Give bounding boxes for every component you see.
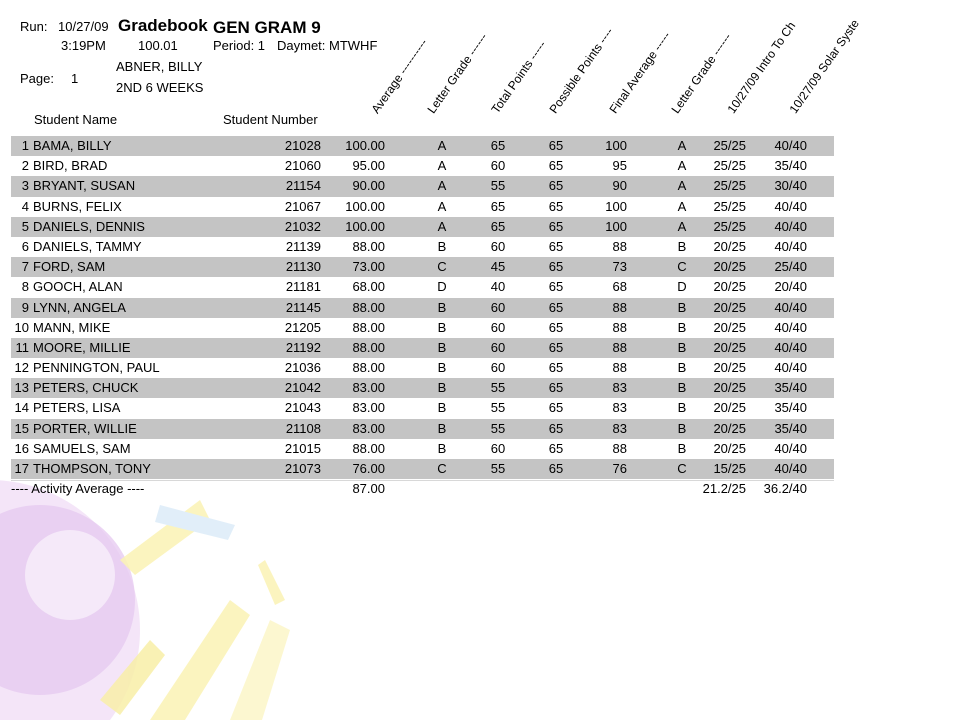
score-solar: 40/40 — [774, 198, 807, 214]
score-solar: 40/40 — [774, 138, 807, 153]
table-row — [11, 197, 834, 217]
letter-grade: A — [437, 198, 447, 214]
table-row — [11, 257, 834, 277]
total-points: 55 — [490, 420, 506, 436]
table-row — [11, 136, 834, 156]
header-total-points: Total Points ----- — [488, 38, 549, 116]
final-letter-grade: A — [677, 158, 687, 174]
table-row — [11, 176, 834, 196]
student-number: 21192 — [285, 339, 321, 355]
daymet: Daymet: MTWHF — [277, 38, 378, 53]
activity-average-value: 87.00 — [352, 481, 385, 496]
score-solar: 20/40 — [774, 279, 807, 295]
possible-points: 65 — [548, 420, 564, 436]
possible-points: 65 — [548, 319, 564, 335]
final-letter-grade: B — [677, 400, 687, 416]
final-average: 73 — [612, 259, 627, 275]
average: 95.00 — [352, 158, 385, 174]
row-number: 1 — [21, 138, 29, 153]
score-solar: 40/40 — [774, 218, 807, 234]
final-average: 83 — [612, 420, 627, 436]
student-number: 21181 — [285, 279, 321, 295]
score-intro: 15/25 — [713, 461, 746, 476]
row-number: 15 — [14, 420, 29, 436]
final-average: 88 — [612, 319, 627, 335]
student-number: 21042 — [284, 380, 321, 396]
course-title: GEN GRAM 9 — [213, 18, 321, 37]
table-row — [11, 237, 834, 257]
score-solar: 25/40 — [774, 259, 807, 275]
activity-average-intro: 21.2/25 — [702, 481, 746, 496]
student-number: 21036 — [284, 360, 321, 376]
score-solar: 35/40 — [774, 400, 807, 416]
score-intro: 20/25 — [713, 238, 746, 254]
term: 2ND 6 WEEKS — [116, 80, 204, 95]
final-letter-grade: D — [677, 279, 687, 295]
row-number: 11 — [15, 339, 29, 355]
average: 88.00 — [352, 360, 385, 376]
score-solar: 40/40 — [774, 299, 807, 315]
average: 88.00 — [352, 299, 385, 315]
final-average: 95 — [612, 158, 627, 174]
total-points: 55 — [490, 461, 506, 476]
student-name: FORD, SAM — [33, 259, 106, 275]
student-name: PORTER, WILLIE — [33, 420, 137, 436]
table-row — [11, 378, 834, 398]
possible-points: 65 — [548, 380, 564, 396]
total-points: 60 — [490, 440, 506, 456]
score-intro: 20/25 — [713, 279, 746, 295]
possible-points: 65 — [548, 400, 564, 416]
student-name: MANN, MIKE — [33, 319, 111, 335]
final-average: 88 — [612, 238, 627, 254]
student-name: PETERS, CHUCK — [33, 380, 139, 396]
score-intro: 20/25 — [713, 380, 746, 396]
average: 88.00 — [352, 440, 385, 456]
letter-grade: B — [437, 380, 447, 396]
report-title: Gradebook — [118, 16, 208, 35]
letter-grade: A — [437, 178, 447, 194]
total-points: 45 — [490, 259, 506, 275]
table-row — [11, 439, 834, 459]
score-intro: 25/25 — [713, 178, 746, 194]
activity-average-label: ---- Activity Average ---- — [11, 481, 145, 496]
row-number: 17 — [14, 461, 29, 476]
average: 90.00 — [352, 178, 385, 194]
final-letter-grade: B — [677, 360, 687, 376]
page-number: 1 — [71, 71, 79, 86]
total-points: 40 — [490, 279, 506, 295]
table-row — [11, 318, 834, 338]
row-number: 16 — [14, 440, 29, 456]
row-number: 10 — [14, 319, 29, 335]
student-name: PENNINGTON, PAUL — [33, 360, 160, 376]
table-row — [11, 217, 834, 237]
final-average: 90 — [612, 178, 627, 194]
final-letter-grade: A — [677, 178, 687, 194]
student-name: BAMA, BILLY — [33, 138, 112, 153]
total-points: 55 — [490, 178, 506, 194]
run-label: Run: — [20, 19, 48, 34]
student-name: GOOCH, ALAN — [33, 279, 123, 295]
score-intro: 25/25 — [713, 198, 746, 214]
possible-points: 65 — [548, 461, 564, 476]
score-intro: 20/25 — [713, 400, 746, 416]
header-assignment-intro: 10/27/09 Intro To Ch — [724, 19, 799, 117]
letter-grade: A — [437, 158, 447, 174]
total-points: 60 — [490, 158, 506, 174]
total-points: 65 — [490, 198, 506, 214]
student-number: 21145 — [285, 299, 321, 315]
student-name-header: Student Name — [34, 112, 118, 127]
activity-average-row — [11, 480, 834, 497]
student-number: 21073 — [284, 461, 321, 476]
student-name: PETERS, LISA — [33, 400, 121, 416]
total-points: 60 — [490, 238, 506, 254]
final-average: 88 — [612, 299, 627, 315]
table-row — [11, 419, 834, 439]
possible-points: 65 — [548, 360, 564, 376]
letter-grade: B — [437, 319, 447, 335]
total-points: 60 — [490, 299, 506, 315]
average: 83.00 — [352, 380, 385, 396]
score-intro: 20/25 — [713, 360, 746, 376]
final-letter-grade: B — [677, 339, 687, 355]
student-name: BRYANT, SUSAN — [33, 178, 136, 194]
score-solar: 40/40 — [774, 339, 807, 355]
average: 100.00 — [345, 218, 385, 234]
table-row — [11, 277, 834, 297]
final-average: 88 — [612, 360, 627, 376]
possible-points: 65 — [548, 299, 564, 315]
section-number: 100.01 — [138, 38, 178, 53]
total-points: 65 — [490, 138, 506, 153]
score-solar: 40/40 — [774, 440, 807, 456]
student-number: 21130 — [285, 259, 321, 275]
header-letter-grade: Letter Grade ------ — [424, 30, 491, 116]
final-letter-grade: A — [677, 138, 687, 153]
score-intro: 20/25 — [713, 339, 746, 355]
header-final-letter-grade: Letter Grade ------ — [668, 30, 735, 116]
table-row — [11, 459, 834, 479]
average: 73.00 — [352, 259, 385, 275]
final-average: 88 — [612, 339, 627, 355]
final-letter-grade: B — [677, 319, 687, 335]
student-number: 21108 — [285, 420, 321, 436]
final-letter-grade: C — [677, 259, 687, 275]
total-points: 60 — [490, 319, 506, 335]
row-number: 14 — [14, 400, 29, 416]
possible-points: 65 — [548, 339, 564, 355]
final-letter-grade: A — [677, 218, 687, 234]
total-points: 60 — [490, 360, 506, 376]
student-number: 21067 — [284, 198, 321, 214]
possible-points: 65 — [548, 238, 564, 254]
student-number: 21043 — [284, 400, 321, 416]
table-row — [11, 156, 834, 176]
letter-grade: B — [437, 440, 447, 456]
row-number: 7 — [21, 259, 29, 275]
student-number: 21139 — [285, 238, 321, 254]
score-intro: 25/25 — [713, 138, 746, 153]
score-intro: 25/25 — [713, 158, 746, 174]
average: 88.00 — [352, 339, 385, 355]
run-date: 10/27/09 — [58, 19, 109, 34]
score-intro: 20/25 — [713, 259, 746, 275]
letter-grade: B — [437, 420, 447, 436]
student-name: SAMUELS, SAM — [33, 440, 131, 456]
score-solar: 40/40 — [774, 360, 807, 376]
final-average: 83 — [612, 400, 627, 416]
score-intro: 20/25 — [713, 440, 746, 456]
gradebook-table — [11, 136, 834, 479]
average: 100.00 — [345, 198, 385, 214]
student-number: 21028 — [284, 138, 321, 153]
score-intro: 20/25 — [713, 299, 746, 315]
average: 100.00 — [345, 138, 385, 153]
letter-grade: B — [437, 360, 447, 376]
letter-grade: A — [437, 138, 447, 153]
score-intro: 20/25 — [713, 420, 746, 436]
possible-points: 65 — [548, 279, 564, 295]
score-intro: 25/25 — [713, 218, 746, 234]
average: 88.00 — [352, 319, 385, 335]
row-number: 8 — [21, 279, 29, 295]
total-points: 60 — [490, 339, 506, 355]
student-number: 21154 — [285, 178, 321, 194]
student-number-header: Student Number — [223, 112, 318, 127]
row-number: 6 — [21, 238, 29, 254]
average: 83.00 — [352, 400, 385, 416]
student-number: 21015 — [284, 440, 321, 456]
header-assignment-solar: 10/27/09 Solar Syste — [786, 16, 862, 116]
total-points: 65 — [490, 218, 506, 234]
table-row — [11, 298, 834, 318]
page-label: Page: — [20, 71, 54, 86]
student-name: BURNS, FELIX — [33, 198, 122, 214]
score-solar: 35/40 — [774, 380, 807, 396]
row-number: 12 — [14, 360, 29, 376]
student-name: DANIELS, TAMMY — [33, 238, 142, 254]
table-row — [11, 398, 834, 418]
row-number: 13 — [14, 380, 29, 396]
score-solar: 30/40 — [774, 178, 807, 194]
letter-grade: B — [437, 238, 447, 254]
final-average: 100 — [605, 198, 627, 214]
possible-points: 65 — [548, 138, 564, 153]
row-number: 5 — [21, 218, 29, 234]
total-points: 55 — [490, 400, 506, 416]
letter-grade: B — [437, 299, 447, 315]
average: 88.00 — [352, 238, 385, 254]
letter-grade: A — [437, 218, 447, 234]
average: 76.00 — [352, 461, 385, 476]
final-letter-grade: C — [677, 461, 687, 476]
period: Period: 1 — [213, 38, 266, 53]
possible-points: 65 — [548, 178, 564, 194]
average: 83.00 — [352, 420, 385, 436]
score-solar: 40/40 — [774, 319, 807, 335]
final-average: 100 — [605, 218, 627, 234]
table-row — [11, 358, 834, 378]
final-average: 76 — [612, 461, 627, 476]
average: 68.00 — [352, 279, 385, 295]
score-solar: 40/40 — [774, 461, 807, 476]
final-letter-grade: B — [677, 299, 687, 315]
score-intro: 20/25 — [713, 319, 746, 335]
final-letter-grade: B — [677, 440, 687, 456]
student-name: LYNN, ANGELA — [33, 299, 126, 315]
student-number: 21032 — [284, 218, 321, 234]
score-solar: 40/40 — [774, 238, 807, 254]
run-time: 3:19PM — [61, 38, 106, 53]
total-points: 55 — [490, 380, 506, 396]
final-average: 83 — [612, 380, 627, 396]
row-number: 4 — [21, 198, 29, 214]
row-number: 2 — [21, 158, 29, 174]
possible-points: 65 — [548, 259, 564, 275]
final-letter-grade: B — [677, 380, 687, 396]
table-row — [11, 338, 834, 358]
possible-points: 65 — [548, 218, 564, 234]
student-name: THOMPSON, TONY — [33, 461, 151, 476]
final-average: 100 — [605, 138, 627, 153]
header-average: Average ---------- — [368, 36, 431, 117]
final-average: 68 — [612, 279, 627, 295]
score-solar: 35/40 — [774, 420, 807, 436]
header-final-average: Final Average ----- — [606, 28, 674, 117]
final-letter-grade: A — [677, 198, 687, 214]
final-average: 88 — [612, 440, 627, 456]
letter-grade: C — [437, 461, 447, 476]
final-letter-grade: B — [677, 238, 687, 254]
row-number: 9 — [21, 299, 29, 315]
possible-points: 65 — [548, 158, 564, 174]
letter-grade: B — [437, 339, 447, 355]
score-solar: 35/40 — [774, 158, 807, 174]
row-number: 3 — [21, 178, 29, 194]
letter-grade: B — [437, 400, 447, 416]
possible-points: 65 — [548, 440, 564, 456]
student-name: MOORE, MILLIE — [33, 339, 131, 355]
student-number: 21060 — [284, 158, 321, 174]
possible-points: 65 — [548, 198, 564, 214]
letter-grade: C — [437, 259, 447, 275]
header-possible-points: Possible Points ---- — [546, 24, 617, 116]
student-name: DANIELS, DENNIS — [33, 218, 145, 234]
student-name: BIRD, BRAD — [33, 158, 108, 174]
student-number: 21205 — [284, 319, 321, 335]
letter-grade: D — [437, 279, 447, 295]
teacher-name: ABNER, BILLY — [116, 59, 203, 74]
activity-average-solar: 36.2/40 — [763, 481, 807, 496]
final-letter-grade: B — [677, 420, 687, 436]
